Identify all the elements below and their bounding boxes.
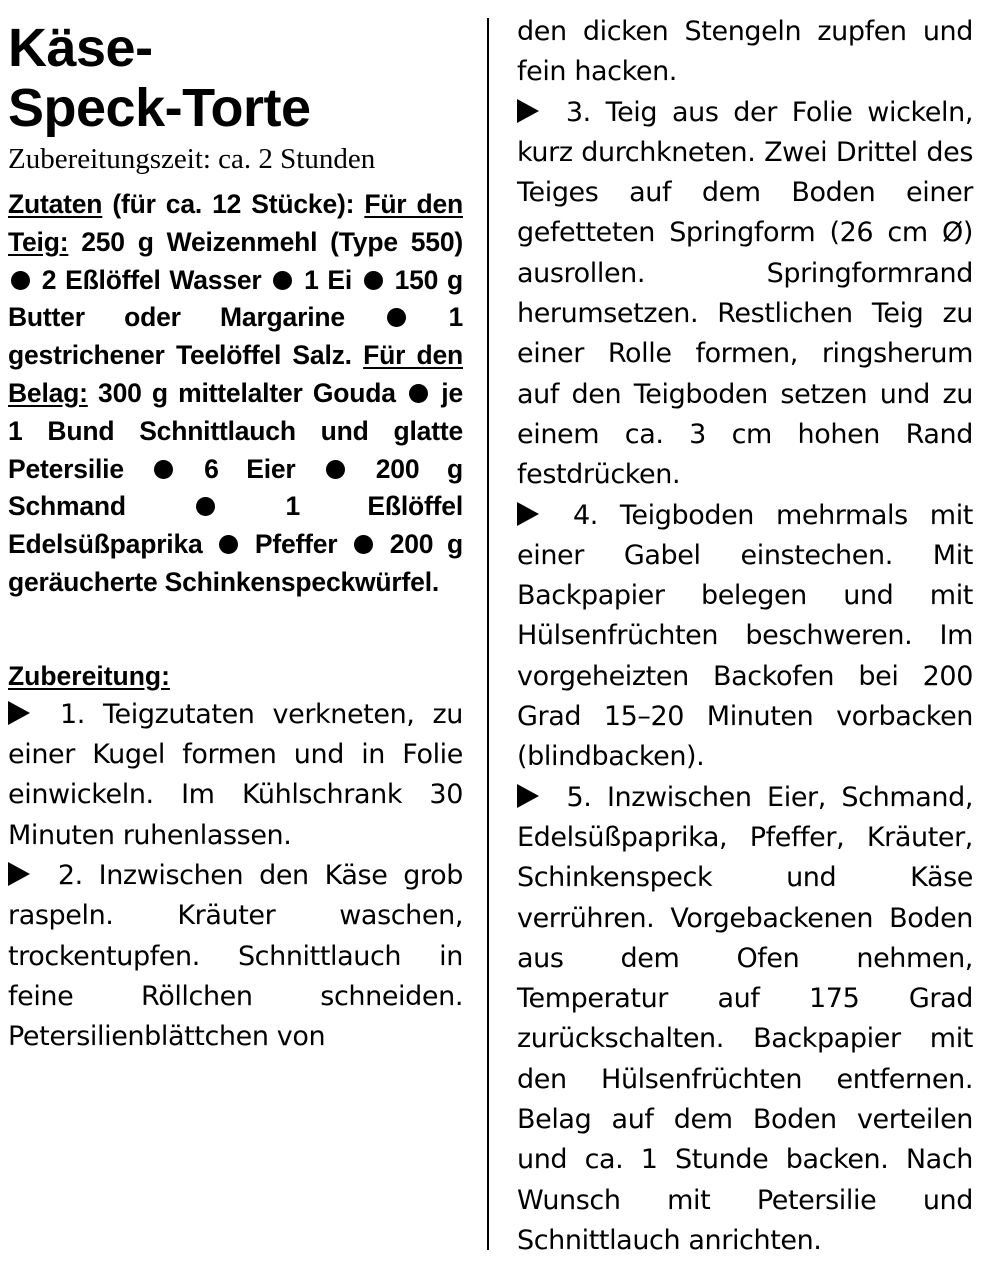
right-column — [517, 12, 973, 1261]
bullet-icon — [11, 271, 30, 290]
topping-item: 6 Eier — [176, 453, 324, 484]
step-text: 3. Teig aus der Folie wickeln, kurz durchkneten. Zwei Drittel des Teiges auf dem Boden einer gefetteten Springform (26 cm Ø) ausrollen. Springformrand herumsetzen. Restlichen Teig zu einer Rolle formen, ringsherum auf den Teigboden setzen und zu einem ca. 3 cm hohen Rand festdrücken. — [517, 96, 973, 491]
bullet-icon — [326, 460, 345, 479]
step-text: den dicken Stengeln zupfen und fein hacken. — [517, 16, 973, 88]
topping-item: 300 g mittelalter Gouda — [87, 377, 407, 408]
step-3 — [517, 93, 973, 496]
bullet-icon — [364, 271, 383, 290]
dough-item: 1 Ei — [295, 264, 361, 295]
recipe-title — [8, 18, 463, 138]
dough-label: Für den Teig: — [8, 189, 464, 257]
preparation-heading: Zubereitung: — [8, 660, 170, 691]
bullet-icon — [354, 535, 373, 554]
topping-label: Für den Belag: — [8, 340, 463, 408]
triangle-arrow-icon — [8, 701, 30, 725]
topping-item: 200 g geräucherte Schinkenspeckwürfel. — [8, 529, 463, 597]
ingredients-heading-suffix: (für ca. 12 Stücke): — [102, 189, 355, 219]
step-5 — [517, 778, 973, 1262]
triangle-arrow-icon — [517, 784, 539, 808]
bullet-icon — [387, 308, 406, 327]
title-line-2: Speck-Torte — [8, 78, 311, 138]
step-4 — [517, 496, 973, 778]
topping-item: je 1 Bund Schnittlauch und glatte Petersilie — [8, 377, 463, 484]
step-text: 2. Inzwischen den Käse grob raspeln. Kräuter waschen, trockentupfen. Schnittlauch in feine Röllchen schneiden. Petersilienblättchen von — [8, 859, 463, 1053]
bullet-icon — [219, 535, 238, 554]
bullet-icon — [409, 384, 428, 403]
ingredients-block — [8, 186, 463, 602]
bullet-icon — [154, 460, 173, 479]
step-2-continued — [517, 12, 973, 93]
column-divider — [487, 18, 489, 1250]
ingredients-heading: Zutaten — [8, 189, 103, 219]
topping-item: Pfeffer — [241, 529, 352, 560]
topping-item: 1 Eßlöffel Edelsüßpaprika — [8, 491, 463, 560]
step-text: 5. Inzwischen Eier, Schmand, Edelsüßpaprika, Pfeffer, Kräuter, Schinkenspeck und Käse verrühren. Vorgebackenen Boden aus dem Ofen nehmen, Temperatur auf 175 Grad zurückschalten. Backpapier mit den Hülsenfrüchten entfernen. Belag auf dem Boden verteilen und ca. 1 Stunde backen. Nach Wunsch mit Petersilie und Schnittlauch anrichten. — [517, 781, 973, 1256]
prep-time: Zubereitungszeit: ca. 2 Stunden — [8, 143, 376, 175]
title-line-1: Käse- — [8, 18, 153, 78]
step-text: 4. Teigboden mehrmals mit einer Gabel einstechen. Mit Backpapier belegen und mit Hülsenfrüchten beschweren. Im vorgeheizten Backofen bei 200 Grad 15–20 Minuten vorbacken (blindbacken). — [517, 499, 973, 773]
step-text: 1. Teigzutaten verkneten, zu einer Kugel formen und in Folie einwickeln. Im Kühlschrank 30 Minuten ruhenlassen. — [8, 698, 463, 851]
dough-item: 150 g Butter oder Margarine — [8, 264, 463, 333]
dough-item: 2 Eßlöffel Wasser — [33, 264, 271, 295]
triangle-arrow-icon — [8, 862, 30, 886]
triangle-arrow-icon — [517, 99, 539, 123]
bullet-icon — [196, 497, 215, 516]
step-2 — [8, 856, 463, 1057]
bullet-icon — [273, 271, 292, 290]
topping-item: 200 g Schmand — [8, 453, 463, 522]
left-column — [8, 18, 463, 1057]
step-1 — [8, 695, 463, 856]
triangle-arrow-icon — [517, 502, 539, 526]
dough-item: 250 g Weizenmehl (Type 550) — [68, 226, 463, 257]
dough-item: 1 gestrichener Teelöffel Salz. — [8, 302, 463, 371]
